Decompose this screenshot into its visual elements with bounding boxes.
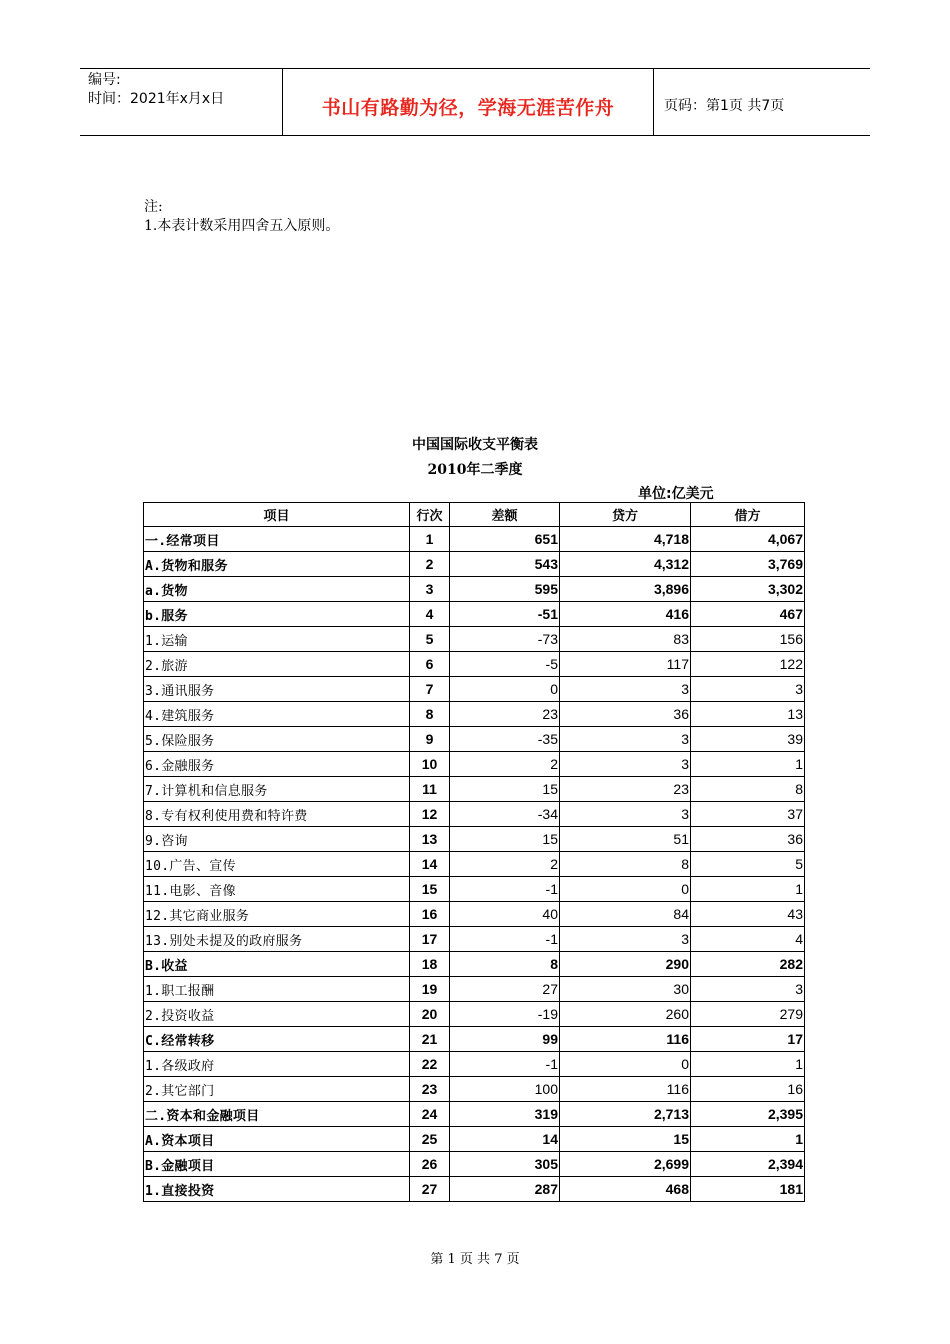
table-row — [144, 1102, 805, 1127]
column-header-credit: 贷方 — [560, 503, 691, 527]
row-name-cell: 1.职工报酬 — [144, 977, 410, 1002]
row-credit-cell: 290 — [560, 952, 691, 977]
row-line-cell: 10 — [410, 752, 450, 777]
row-balance-cell: 287 — [450, 1177, 560, 1202]
row-name-cell: b.服务 — [144, 602, 410, 627]
table-row — [144, 1152, 805, 1177]
row-name-cell: 12.其它商业服务 — [144, 902, 410, 927]
row-line-cell: 15 — [410, 877, 450, 902]
header-meta — [80, 69, 282, 135]
row-line-cell: 8 — [410, 702, 450, 727]
row-balance-cell: -19 — [450, 1002, 560, 1027]
row-credit-cell: 2,699 — [560, 1152, 691, 1177]
row-credit-cell: 260 — [560, 1002, 691, 1027]
row-line-cell: 20 — [410, 1002, 450, 1027]
row-credit-cell: 84 — [560, 902, 691, 927]
row-debit-cell: 1 — [691, 1127, 805, 1152]
row-credit-cell: 3 — [560, 802, 691, 827]
row-name-cell: 2.投资收益 — [144, 1002, 410, 1027]
row-name-cell: A.货物和服务 — [144, 552, 410, 577]
table-row — [144, 602, 805, 627]
row-debit-cell: 36 — [691, 827, 805, 852]
row-debit-cell: 181 — [691, 1177, 805, 1202]
table-row — [144, 677, 805, 702]
row-credit-cell: 468 — [560, 1177, 691, 1202]
row-balance-cell: 543 — [450, 552, 560, 577]
row-balance-cell: 40 — [450, 902, 560, 927]
row-credit-cell: 3 — [560, 677, 691, 702]
row-balance-cell: 595 — [450, 577, 560, 602]
row-debit-cell: 43 — [691, 902, 805, 927]
row-debit-cell: 282 — [691, 952, 805, 977]
column-header-balance: 差额 — [450, 503, 560, 527]
table-row — [144, 1177, 805, 1202]
table-row — [144, 802, 805, 827]
row-credit-cell: 3 — [560, 727, 691, 752]
row-balance-cell: 0 — [450, 677, 560, 702]
row-balance-cell: 15 — [450, 827, 560, 852]
header-motto: 书山有路勤为径，学海无涯苦作舟 — [282, 69, 654, 135]
row-balance-cell: 319 — [450, 1102, 560, 1127]
row-name-cell: 9.咨询 — [144, 827, 410, 852]
row-line-cell: 22 — [410, 1052, 450, 1077]
row-debit-cell: 122 — [691, 652, 805, 677]
notes-title: 注: — [144, 199, 163, 215]
row-line-cell: 6 — [410, 652, 450, 677]
page-footer: 第 1 页 共 7 页 — [430, 1252, 520, 1267]
row-credit-cell: 4,718 — [560, 527, 691, 552]
row-name-cell: 10.广告、宣传 — [144, 852, 410, 877]
row-name-cell: 一.经常项目 — [144, 527, 410, 552]
row-name-cell: A.资本项目 — [144, 1127, 410, 1152]
row-balance-cell: 651 — [450, 527, 560, 552]
row-name-cell: C.经常转移 — [144, 1027, 410, 1052]
balance-of-payments-table — [143, 502, 805, 1202]
row-line-cell: 14 — [410, 852, 450, 877]
row-debit-cell: 1 — [691, 877, 805, 902]
row-line-cell: 9 — [410, 727, 450, 752]
row-balance-cell: 305 — [450, 1152, 560, 1177]
table-header-row — [144, 503, 805, 527]
column-header-debit: 借方 — [691, 503, 805, 527]
row-debit-cell: 4 — [691, 927, 805, 952]
row-line-cell: 26 — [410, 1152, 450, 1177]
row-line-cell: 25 — [410, 1127, 450, 1152]
table-row — [144, 977, 805, 1002]
row-debit-cell: 16 — [691, 1077, 805, 1102]
row-line-cell: 23 — [410, 1077, 450, 1102]
row-credit-cell: 15 — [560, 1127, 691, 1152]
row-credit-cell: 116 — [560, 1027, 691, 1052]
row-name-cell: 11.电影、音像 — [144, 877, 410, 902]
row-line-cell: 21 — [410, 1027, 450, 1052]
row-debit-cell: 2,395 — [691, 1102, 805, 1127]
row-name-cell: 8.专有权利使用费和特许费 — [144, 802, 410, 827]
table-row — [144, 1127, 805, 1152]
row-name-cell: B.金融项目 — [144, 1152, 410, 1177]
row-line-cell: 3 — [410, 577, 450, 602]
table-row — [144, 902, 805, 927]
row-debit-cell: 3 — [691, 977, 805, 1002]
row-line-cell: 18 — [410, 952, 450, 977]
row-debit-cell: 5 — [691, 852, 805, 877]
row-balance-cell: 23 — [450, 702, 560, 727]
table-row — [144, 1077, 805, 1102]
row-credit-cell: 8 — [560, 852, 691, 877]
serial-label: 编号: — [88, 72, 121, 88]
row-balance-cell: 100 — [450, 1077, 560, 1102]
row-name-cell: 1.各级政府 — [144, 1052, 410, 1077]
row-balance-cell: 2 — [450, 852, 560, 877]
row-credit-cell: 0 — [560, 877, 691, 902]
row-credit-cell: 4,312 — [560, 552, 691, 577]
row-name-cell: a.货物 — [144, 577, 410, 602]
row-debit-cell: 39 — [691, 727, 805, 752]
row-name-cell: 1.直接投资 — [144, 1177, 410, 1202]
row-line-cell: 13 — [410, 827, 450, 852]
row-line-cell: 11 — [410, 777, 450, 802]
row-balance-cell: 27 — [450, 977, 560, 1002]
row-balance-cell: -1 — [450, 877, 560, 902]
row-line-cell: 19 — [410, 977, 450, 1002]
table-row — [144, 577, 805, 602]
row-balance-cell: -1 — [450, 1052, 560, 1077]
row-credit-cell: 3,896 — [560, 577, 691, 602]
row-line-cell: 12 — [410, 802, 450, 827]
row-credit-cell: 2,713 — [560, 1102, 691, 1127]
row-debit-cell: 2,394 — [691, 1152, 805, 1177]
row-credit-cell: 416 — [560, 602, 691, 627]
row-debit-cell: 3,769 — [691, 552, 805, 577]
table-row — [144, 877, 805, 902]
row-credit-cell: 0 — [560, 1052, 691, 1077]
row-debit-cell: 156 — [691, 627, 805, 652]
table-row — [144, 752, 805, 777]
row-debit-cell: 1 — [691, 752, 805, 777]
row-name-cell: 7.计算机和信息服务 — [144, 777, 410, 802]
table-row — [144, 777, 805, 802]
row-balance-cell: 14 — [450, 1127, 560, 1152]
report-title: 中国国际收支平衡表 — [412, 437, 538, 453]
row-name-cell: 13.别处未提及的政府服务 — [144, 927, 410, 952]
unit-label: 单位:亿美元 — [638, 486, 714, 502]
table-row — [144, 652, 805, 677]
notes-block — [144, 198, 339, 236]
table-body — [144, 527, 805, 1202]
row-name-cell: 6.金融服务 — [144, 752, 410, 777]
row-name-cell: 2.旅游 — [144, 652, 410, 677]
table-row — [144, 1002, 805, 1027]
row-line-cell: 27 — [410, 1177, 450, 1202]
row-balance-cell: -34 — [450, 802, 560, 827]
table-row — [144, 627, 805, 652]
row-credit-cell: 51 — [560, 827, 691, 852]
table-row — [144, 552, 805, 577]
row-credit-cell: 117 — [560, 652, 691, 677]
date-label: 时间：2021年x月x日 — [88, 91, 225, 107]
row-debit-cell: 1 — [691, 1052, 805, 1077]
table-row — [144, 1027, 805, 1052]
row-name-cell: B.收益 — [144, 952, 410, 977]
row-name-cell: 3.通讯服务 — [144, 677, 410, 702]
table-row — [144, 927, 805, 952]
row-balance-cell: -1 — [450, 927, 560, 952]
row-debit-cell: 37 — [691, 802, 805, 827]
notes-line: 1.本表计数采用四舍五入原则。 — [144, 218, 340, 234]
table-row — [144, 852, 805, 877]
row-name-cell: 二.资本和金融项目 — [144, 1102, 410, 1127]
row-line-cell: 4 — [410, 602, 450, 627]
row-line-cell: 5 — [410, 627, 450, 652]
table-row — [144, 727, 805, 752]
row-balance-cell: 8 — [450, 952, 560, 977]
row-name-cell: 5.保险服务 — [144, 727, 410, 752]
row-line-cell: 17 — [410, 927, 450, 952]
row-credit-cell: 116 — [560, 1077, 691, 1102]
row-debit-cell: 8 — [691, 777, 805, 802]
row-debit-cell: 279 — [691, 1002, 805, 1027]
table-row — [144, 952, 805, 977]
column-header-line: 行次 — [410, 503, 450, 527]
header-page-label: 页码：第1页 共7页 — [664, 98, 785, 114]
row-debit-cell: 4,067 — [691, 527, 805, 552]
row-name-cell: 1.运输 — [144, 627, 410, 652]
table-row — [144, 827, 805, 852]
table-row — [144, 1052, 805, 1077]
row-line-cell: 2 — [410, 552, 450, 577]
row-debit-cell: 17 — [691, 1027, 805, 1052]
column-header-item: 项目 — [144, 503, 410, 527]
row-debit-cell: 3 — [691, 677, 805, 702]
row-balance-cell: 2 — [450, 752, 560, 777]
row-credit-cell: 36 — [560, 702, 691, 727]
row-balance-cell: -35 — [450, 727, 560, 752]
row-credit-cell: 83 — [560, 627, 691, 652]
row-line-cell: 1 — [410, 527, 450, 552]
row-balance-cell: -5 — [450, 652, 560, 677]
row-line-cell: 24 — [410, 1102, 450, 1127]
row-balance-cell: 15 — [450, 777, 560, 802]
report-subtitle: 2010年二季度 — [427, 462, 523, 478]
row-debit-cell: 13 — [691, 702, 805, 727]
row-debit-cell: 467 — [691, 602, 805, 627]
row-line-cell: 16 — [410, 902, 450, 927]
row-name-cell: 2.其它部门 — [144, 1077, 410, 1102]
row-credit-cell: 3 — [560, 927, 691, 952]
row-balance-cell: 99 — [450, 1027, 560, 1052]
table-row — [144, 527, 805, 552]
row-credit-cell: 30 — [560, 977, 691, 1002]
table-row — [144, 702, 805, 727]
page-header — [80, 68, 870, 136]
row-credit-cell: 3 — [560, 752, 691, 777]
row-debit-cell: 3,302 — [691, 577, 805, 602]
row-line-cell: 7 — [410, 677, 450, 702]
row-balance-cell: -51 — [450, 602, 560, 627]
row-name-cell: 4.建筑服务 — [144, 702, 410, 727]
row-credit-cell: 23 — [560, 777, 691, 802]
row-balance-cell: -73 — [450, 627, 560, 652]
